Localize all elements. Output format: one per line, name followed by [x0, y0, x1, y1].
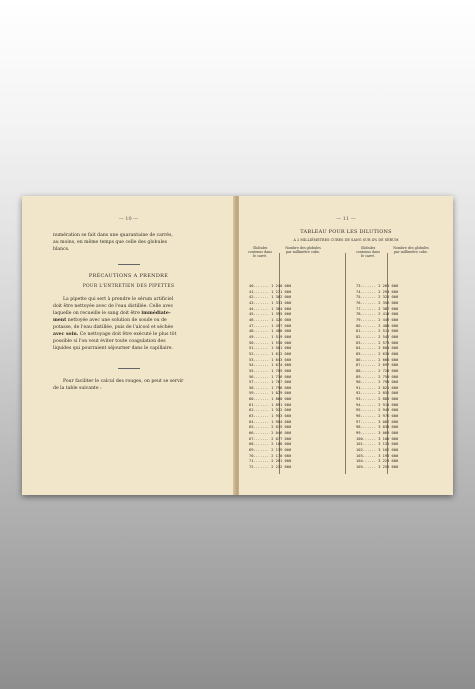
row-density: 1 829 000	[271, 391, 292, 396]
row-count: 102......	[356, 448, 379, 453]
row-density: 2 573 000	[378, 340, 399, 345]
row-density: 1 922 000	[271, 408, 292, 413]
row-density: 3 069 000	[378, 431, 399, 436]
row-density: 2 201 000	[271, 459, 292, 464]
table-column-right	[356, 284, 398, 471]
row-count: 66.......	[249, 431, 272, 436]
body-line: possible si l'on veut éviter toute coagulation des	[53, 339, 166, 344]
row-count: 90.......	[356, 380, 379, 385]
row-count: 40.......	[249, 284, 272, 288]
row-count: 49.......	[249, 334, 272, 339]
row-count: 47.......	[249, 323, 272, 328]
row-count: 92.......	[356, 391, 379, 396]
row-density: 2 232 000	[271, 465, 292, 469]
row-density: 2 914 000	[378, 402, 399, 407]
body-paragraph	[53, 296, 225, 352]
table-column-left	[249, 284, 291, 471]
row-density: 2 418 000	[378, 312, 399, 317]
row-density: 3 131 000	[378, 442, 399, 447]
row-count: 93.......	[356, 397, 379, 402]
page-number-right: — 11 —	[336, 216, 356, 222]
row-density: 1 240 000	[271, 284, 292, 288]
row-count: 97.......	[356, 419, 379, 424]
row-density: 2 046 000	[271, 431, 292, 436]
row-density: 2 511 000	[378, 329, 399, 334]
table-title: TABLEAU POUR LES DILUTIONS	[300, 229, 392, 235]
row-count: 77.......	[356, 306, 379, 311]
row-density: 1 736 000	[271, 374, 292, 379]
row-count: 46.......	[249, 317, 272, 322]
intro-paragraph	[53, 232, 223, 253]
body-line: La pipette qui sert à prendre le sérum artificiel	[63, 297, 174, 302]
closing-paragraph	[53, 378, 225, 392]
row-count: 64.......	[249, 419, 272, 424]
row-count: 55.......	[249, 368, 272, 373]
row-count: 76.......	[356, 300, 379, 305]
row-count: 63.......	[249, 414, 272, 419]
row-count: 78.......	[356, 312, 379, 317]
row-density: 2 635 000	[378, 351, 399, 356]
row-density: 1 426 000	[271, 317, 292, 322]
row-density: 2 790 000	[378, 380, 399, 385]
intro-line: au moins, en même temps que celle des globules	[53, 240, 167, 245]
row-count: 84.......	[356, 346, 379, 351]
row-density: 2 697 000	[378, 363, 399, 368]
row-density: 2 356 000	[378, 300, 399, 305]
row-count: 71.......	[249, 459, 272, 464]
table-row	[249, 465, 291, 471]
closing-line: de la table suivante :	[53, 386, 102, 391]
row-density: 2 945 000	[378, 408, 399, 413]
row-count: 80.......	[356, 323, 379, 328]
section-divider	[118, 368, 140, 369]
row-count: 70.......	[249, 453, 272, 458]
row-count: 103......	[356, 453, 379, 458]
body-line: avec soin. Ce nettoyage doit être exécuté le plus tôt	[53, 332, 177, 337]
row-count: 65.......	[249, 425, 272, 430]
row-density: 2 728 000	[378, 368, 399, 373]
row-density: 2 263 000	[378, 284, 399, 288]
row-count: 67.......	[249, 436, 272, 441]
row-density: 2 449 000	[378, 317, 399, 322]
row-density: 2 294 000	[378, 289, 399, 294]
row-count: 41.......	[249, 289, 272, 294]
row-count: 69.......	[249, 448, 272, 453]
column-header-count: Globules contenus dans le carré.	[355, 246, 381, 259]
row-density: 1 798 000	[271, 385, 292, 390]
body-line: liquides qui pourraient séjourner dans le capillaire.	[53, 346, 173, 351]
section-subheading: POUR L'ENTRETIEN DES PIPETTES	[82, 284, 175, 289]
row-count: 48.......	[249, 329, 272, 334]
row-count: 101......	[356, 442, 379, 447]
row-density: 1 302 000	[271, 295, 292, 300]
row-count: 52.......	[249, 351, 272, 356]
column-header-count: Globules contenus dans le carré.	[247, 246, 273, 259]
row-count: 73.......	[356, 284, 379, 288]
row-count: 62.......	[249, 408, 272, 413]
row-count: 86.......	[356, 357, 379, 362]
row-count: 72.......	[249, 465, 272, 469]
left-page	[22, 196, 235, 495]
row-count: 82.......	[356, 334, 379, 339]
row-count: 83.......	[356, 340, 379, 345]
row-density: 2 387 000	[378, 306, 399, 311]
row-count: 75.......	[356, 295, 379, 300]
row-density: 1 674 000	[271, 363, 292, 368]
table-row	[356, 465, 398, 471]
intro-line: numération se fait dans une quarantaine de carrés,	[53, 233, 173, 238]
row-count: 45.......	[249, 312, 272, 317]
row-count: 96.......	[356, 414, 379, 419]
row-density: 1 612 000	[271, 351, 292, 356]
row-count: 44.......	[249, 306, 272, 311]
row-density: 2 542 000	[378, 334, 399, 339]
row-count: 50.......	[249, 340, 272, 345]
row-count: 79.......	[356, 317, 379, 322]
row-count: 91.......	[356, 385, 379, 390]
row-count: 58.......	[249, 385, 272, 390]
emphasis-text: immédiate-	[141, 311, 171, 316]
row-density: 1 550 000	[271, 340, 292, 345]
row-count: 85.......	[356, 351, 379, 356]
row-count: 54.......	[249, 363, 272, 368]
row-density: 2 480 000	[378, 323, 399, 328]
row-density: 1 488 000	[271, 329, 292, 334]
row-density: 1 271 000	[271, 289, 292, 294]
closing-line: Pour faciliter le calcul des rouges, on peut se servir	[63, 379, 184, 384]
body-line: ment nettoyée avec une solution de soude ou de	[53, 318, 167, 323]
row-density: 3 162 000	[378, 448, 399, 453]
row-density: 1 581 000	[271, 346, 292, 351]
row-density: 2 170 000	[271, 453, 292, 458]
row-count: 100......	[356, 436, 379, 441]
intro-line: blancs.	[53, 247, 70, 252]
row-density: 2 077 000	[271, 436, 292, 441]
row-density: 2 852 000	[378, 391, 399, 396]
row-density: 1 984 000	[271, 419, 292, 424]
column-header-density: Nombre des globules par millimètre cube.	[393, 246, 429, 255]
row-density: 1 860 000	[271, 397, 292, 402]
emphasis-text: ment	[53, 318, 67, 323]
row-count: 56.......	[249, 374, 272, 379]
row-count: 61.......	[249, 402, 272, 407]
table-rule	[345, 253, 346, 474]
body-line: potasse, de l'eau distillée, puis de l'alcool et séchée	[53, 325, 174, 330]
row-count: 68.......	[249, 442, 272, 447]
row-count: 57.......	[249, 380, 272, 385]
row-count: 74.......	[356, 289, 379, 294]
row-density: 2 976 000	[378, 414, 399, 419]
row-count: 105......	[356, 465, 379, 469]
emphasis-text: avec soin.	[53, 332, 79, 337]
table-subtitle: A 2 MILLIÈMETRES CUBES DE SANG SUR 4% DE SÉRUM	[293, 238, 399, 242]
row-density: 1 364 000	[271, 306, 292, 311]
row-count: 104......	[356, 459, 379, 464]
row-density: 3 007 000	[378, 419, 399, 424]
row-count: 60.......	[249, 397, 272, 402]
row-density: 2 015 000	[271, 425, 292, 430]
row-density: 1 457 000	[271, 323, 292, 328]
row-count: 88.......	[356, 368, 379, 373]
page-number-left: — 10 —	[118, 216, 139, 222]
row-density: 1 767 000	[271, 380, 292, 385]
row-count: 95.......	[356, 408, 379, 413]
row-count: 99.......	[356, 431, 379, 436]
row-density: 1 705 000	[271, 368, 292, 373]
row-density: 1 395 000	[271, 312, 292, 317]
row-density: 2 666 000	[378, 357, 399, 362]
section-divider	[118, 264, 140, 265]
row-density: 1 891 000	[271, 402, 292, 407]
column-header-density: Nombre des globules par millimètre cube.	[285, 246, 321, 255]
row-density: 1 953 000	[271, 414, 292, 419]
row-count: 89.......	[356, 374, 379, 379]
right-page	[239, 196, 453, 495]
row-density: 2 108 000	[271, 442, 292, 447]
open-booklet	[22, 196, 453, 495]
row-density: 2 604 000	[378, 346, 399, 351]
row-count: 81.......	[356, 329, 379, 334]
row-density: 3 255 000	[378, 465, 399, 469]
row-count: 98.......	[356, 425, 379, 430]
row-count: 42.......	[249, 295, 272, 300]
section-heading: PRÉCAUTIONS A PRENDRE	[88, 273, 169, 279]
row-count: 94.......	[356, 402, 379, 407]
row-density: 3 038 000	[378, 425, 399, 430]
row-density: 3 100 000	[378, 436, 399, 441]
row-count: 51.......	[249, 346, 272, 351]
row-count: 43.......	[249, 300, 272, 305]
body-line: laquelle on recueille le sang doit être immédiate-	[53, 311, 171, 316]
row-count: 59.......	[249, 391, 272, 396]
row-density: 2 821 000	[378, 385, 399, 390]
row-density: 3 193 000	[378, 453, 399, 458]
row-density: 1 643 000	[271, 357, 292, 362]
row-density: 3 224 000	[378, 459, 399, 464]
row-density: 2 759 000	[378, 374, 399, 379]
row-count: 53.......	[249, 357, 272, 362]
row-density: 2 883 000	[378, 397, 399, 402]
row-density: 1 333 000	[271, 300, 292, 305]
row-density: 2 139 000	[271, 448, 292, 453]
row-density: 1 519 000	[271, 334, 292, 339]
row-count: 87.......	[356, 363, 379, 368]
body-line: doit être nettoyée avec de l'eau distillée. Celle avec	[53, 304, 174, 309]
row-density: 2 325 000	[378, 295, 399, 300]
